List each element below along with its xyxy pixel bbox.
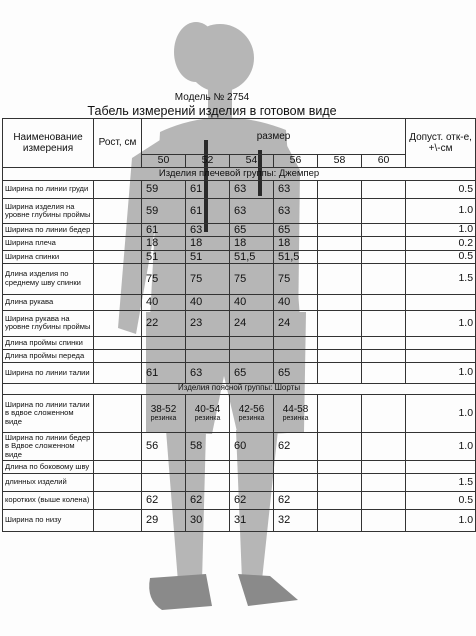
height-cell	[94, 224, 142, 237]
size-value-cell	[230, 349, 274, 362]
size-value-cell: 51,5	[274, 250, 318, 263]
table-row	[3, 491, 476, 509]
size-value: 38-52	[150, 403, 177, 415]
size-value-cell	[318, 310, 362, 336]
size-note: резинка	[282, 415, 309, 423]
size-value-cell: 61	[186, 199, 230, 224]
row-label: Ширина по линии талии	[3, 362, 94, 383]
size-value-cell	[186, 336, 230, 349]
size-50: 50	[142, 155, 186, 168]
tolerance-value	[406, 336, 476, 349]
size-value-cell: 32	[274, 509, 318, 531]
size-value-cell: 59	[142, 181, 186, 199]
size-value-cell	[362, 199, 406, 224]
size-value-cell	[362, 181, 406, 199]
size-value-cell	[274, 394, 318, 432]
size-value-cell: 62	[186, 491, 230, 509]
size-value-cell	[362, 349, 406, 362]
size-value-cell: 23	[186, 310, 230, 336]
size-value-cell: 62	[274, 432, 318, 460]
size-value-cell	[142, 460, 186, 473]
table-row	[3, 199, 476, 224]
size-value-cell	[318, 491, 362, 509]
size-value-cell	[318, 199, 362, 224]
table-row	[3, 473, 476, 491]
size-value-cell	[318, 473, 362, 491]
tolerance-value: 1.5	[406, 263, 476, 294]
tolerance-value: 1.0	[406, 394, 476, 432]
tolerance-value: 1.0	[406, 224, 476, 237]
tolerance-value: 1.0	[406, 509, 476, 531]
size-value-cell	[318, 460, 362, 473]
height-cell	[94, 199, 142, 224]
size-value-cell: 40	[142, 294, 186, 310]
size-value-cell: 65	[230, 224, 274, 237]
height-cell	[94, 460, 142, 473]
height-cell	[94, 509, 142, 531]
size-value-cell: 65	[274, 362, 318, 383]
row-label: длинных изделий	[3, 473, 94, 491]
header-size: размер	[142, 119, 406, 155]
size-value-cell	[362, 491, 406, 509]
size-value-cell	[142, 336, 186, 349]
table-row	[3, 310, 476, 336]
table-title: Табель измерений изделия в готовом виде	[87, 104, 337, 118]
table-row	[3, 362, 476, 383]
size-value-cell	[318, 250, 362, 263]
size-value-cell	[186, 473, 230, 491]
size-value-cell: 75	[230, 263, 274, 294]
row-label: Длина проймы переда	[3, 349, 94, 362]
size-value-cell	[230, 394, 274, 432]
size-value-cell	[318, 394, 362, 432]
row-label: Ширина по линии груди	[3, 181, 94, 199]
size-value-cell	[318, 336, 362, 349]
size-value-cell: 56	[142, 432, 186, 460]
size-60: 60	[362, 155, 406, 168]
size-value-cell: 40	[230, 294, 274, 310]
size-value-cell	[274, 349, 318, 362]
tolerance-value	[406, 294, 476, 310]
height-cell	[94, 250, 142, 263]
size-value-cell	[274, 336, 318, 349]
model-number: Модель № 2754	[174, 92, 250, 103]
size-value-cell	[186, 394, 230, 432]
height-cell	[94, 491, 142, 509]
table-row	[3, 432, 476, 460]
size-value-cell: 51	[186, 250, 230, 263]
section-shorts: Изделия поясной группы: Шорты	[3, 383, 476, 394]
size-value-cell	[362, 263, 406, 294]
row-label: Ширина рукава на уровне глубины проймы	[3, 310, 94, 336]
height-cell	[94, 310, 142, 336]
size-value-cell: 29	[142, 509, 186, 531]
size-value-cell	[274, 460, 318, 473]
size-value-cell: 18	[230, 237, 274, 250]
size-value-cell: 75	[186, 263, 230, 294]
size-value-cell: 60	[230, 432, 274, 460]
size-value-cell: 65	[230, 362, 274, 383]
size-value-cell: 18	[142, 237, 186, 250]
row-label: Длина проймы спинки	[3, 336, 94, 349]
height-cell	[94, 362, 142, 383]
size-value-cell: 62	[230, 491, 274, 509]
size-value-cell	[186, 349, 230, 362]
size-value-cell: 65	[274, 224, 318, 237]
row-label: Ширина по линии талии в вдвое сложенном виде	[3, 394, 94, 432]
tolerance-value: 0.5	[406, 181, 476, 199]
size-58: 58	[318, 155, 362, 168]
table-row	[3, 394, 476, 432]
size-value-cell: 18	[186, 237, 230, 250]
tolerance-value: 0.5	[406, 250, 476, 263]
size-value: 44-58	[282, 403, 309, 415]
size-value-cell: 22	[142, 310, 186, 336]
size-value-cell: 63	[230, 181, 274, 199]
size-value-cell	[274, 473, 318, 491]
size-value-cell	[362, 394, 406, 432]
size-value-cell	[362, 336, 406, 349]
size-52: 52	[186, 155, 230, 168]
size-value-cell: 62	[274, 491, 318, 509]
height-cell	[94, 294, 142, 310]
table-row	[3, 250, 476, 263]
size-value-cell: 62	[142, 491, 186, 509]
row-label: Ширина изделия на уровне глубины проймы	[3, 199, 94, 224]
size-value-cell: 59	[142, 199, 186, 224]
tolerance-value: 0.5	[406, 491, 476, 509]
size-value-cell: 58	[186, 432, 230, 460]
tolerance-value: 1.0	[406, 310, 476, 336]
height-cell	[94, 181, 142, 199]
size-value-cell	[142, 473, 186, 491]
size-value-cell: 63	[274, 181, 318, 199]
size-value-cell: 51	[142, 250, 186, 263]
height-cell	[94, 263, 142, 294]
tolerance-value: 1.0	[406, 362, 476, 383]
size-value-cell	[318, 362, 362, 383]
tolerance-value	[406, 349, 476, 362]
size-value-cell	[362, 509, 406, 531]
height-cell	[94, 432, 142, 460]
size-note: резинка	[238, 415, 265, 423]
size-value-cell	[318, 181, 362, 199]
table-row	[3, 237, 476, 250]
size-value-cell: 31	[230, 509, 274, 531]
height-cell	[94, 237, 142, 250]
size-note: резинка	[194, 415, 221, 423]
size-value-cell	[142, 394, 186, 432]
header-name: Наименование измерения	[3, 119, 94, 168]
size-value-cell: 63	[274, 199, 318, 224]
size-value-cell: 75	[142, 263, 186, 294]
size-value-cell: 30	[186, 509, 230, 531]
height-cell	[94, 394, 142, 432]
size-value-cell: 63	[186, 224, 230, 237]
size-value-cell	[362, 294, 406, 310]
height-cell	[94, 473, 142, 491]
row-label: Ширина спинки	[3, 250, 94, 263]
size-value-cell	[362, 473, 406, 491]
tolerance-value	[406, 460, 476, 473]
size-value-cell	[230, 336, 274, 349]
size-value-cell: 40	[186, 294, 230, 310]
size-value-cell: 40	[274, 294, 318, 310]
size-value-cell	[318, 294, 362, 310]
size-value-cell: 61	[186, 181, 230, 199]
row-label: коротких (выше колена)	[3, 491, 94, 509]
size-value-cell: 61	[142, 362, 186, 383]
size-value-cell: 18	[274, 237, 318, 250]
table-row	[3, 460, 476, 473]
size-value-cell: 61	[142, 224, 186, 237]
size-value: 40-54	[194, 403, 221, 415]
size-value-cell	[318, 224, 362, 237]
size-value: 42-56	[238, 403, 265, 415]
height-cell	[94, 349, 142, 362]
size-56: 56	[274, 155, 318, 168]
size-value-cell	[186, 460, 230, 473]
size-value-cell	[318, 349, 362, 362]
header-tolerance: Допуст. отк-е, +\-см	[406, 119, 476, 168]
size-value-cell	[142, 349, 186, 362]
table-row	[3, 263, 476, 294]
row-label: Длина изделия по среднему шву спинки	[3, 263, 94, 294]
section-jumper: Изделия плечевой группы: Джемпер	[3, 168, 476, 181]
measurements-table	[2, 118, 476, 532]
size-value-cell: 63	[230, 199, 274, 224]
tolerance-value: 0.2	[406, 237, 476, 250]
row-label: Ширина по линии бедер	[3, 224, 94, 237]
row-label: Ширина плеча	[3, 237, 94, 250]
table-row	[3, 224, 476, 237]
table-row	[3, 336, 476, 349]
size-value-cell	[362, 362, 406, 383]
size-value-cell	[230, 473, 274, 491]
size-value-cell	[318, 509, 362, 531]
header-height: Рост, см	[94, 119, 142, 168]
size-note: резинка	[150, 415, 177, 423]
table-row	[3, 294, 476, 310]
size-54: 54	[230, 155, 274, 168]
size-value-cell	[362, 460, 406, 473]
table-row	[3, 509, 476, 531]
size-value-cell	[362, 250, 406, 263]
tolerance-value: 1.0	[406, 432, 476, 460]
table-row	[3, 181, 476, 199]
size-value-cell: 51,5	[230, 250, 274, 263]
row-label: Длина по боковому шву	[3, 460, 94, 473]
size-value-cell: 24	[230, 310, 274, 336]
size-value-cell	[362, 224, 406, 237]
size-value-cell: 63	[186, 362, 230, 383]
tolerance-value: 1.5	[406, 473, 476, 491]
row-label: Ширина по линии бедер в Вдвое сложенном виде	[3, 432, 94, 460]
row-label: Длина рукава	[3, 294, 94, 310]
size-value-cell	[318, 432, 362, 460]
size-value-cell	[230, 460, 274, 473]
height-cell	[94, 336, 142, 349]
size-value-cell: 24	[274, 310, 318, 336]
size-value-cell	[362, 237, 406, 250]
size-value-cell	[362, 310, 406, 336]
tolerance-value: 1.0	[406, 199, 476, 224]
size-value-cell: 75	[274, 263, 318, 294]
size-value-cell	[318, 263, 362, 294]
table-row	[3, 349, 476, 362]
size-value-cell	[362, 432, 406, 460]
row-label: Ширина по низу	[3, 509, 94, 531]
size-value-cell	[318, 237, 362, 250]
